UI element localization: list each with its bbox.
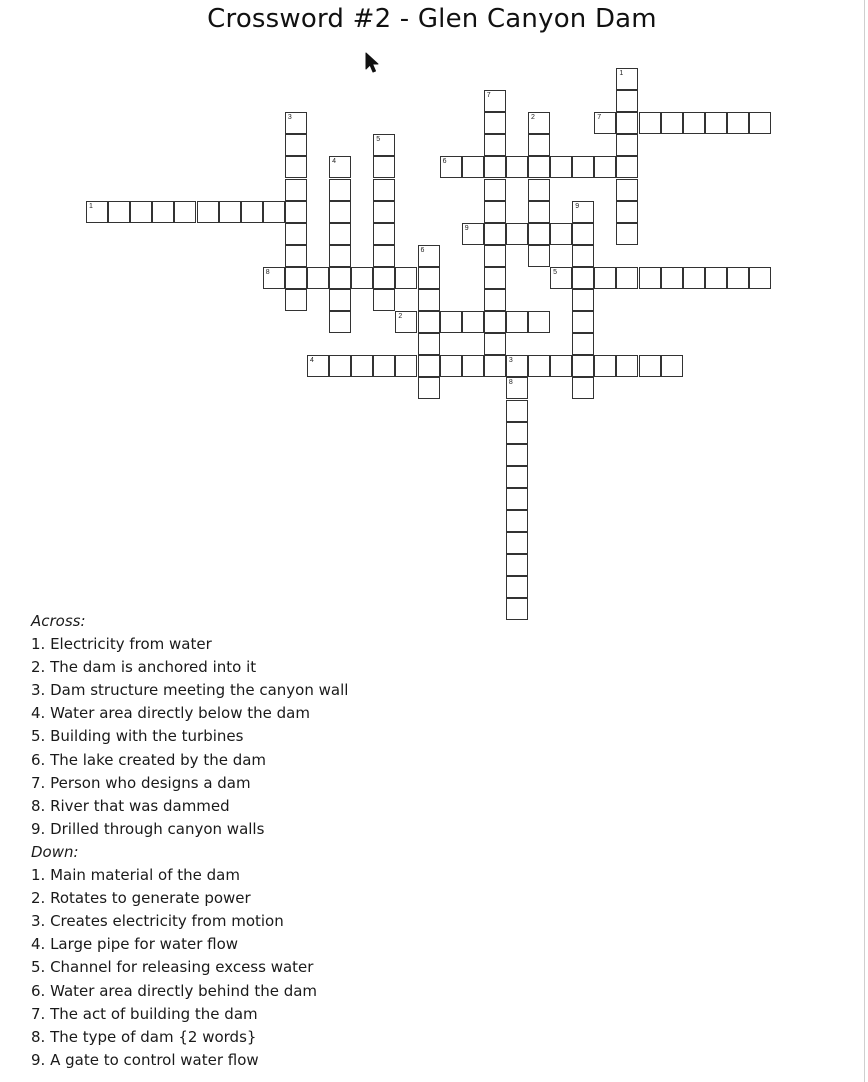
grid-cell[interactable] bbox=[528, 355, 550, 377]
grid-cell[interactable] bbox=[462, 355, 484, 377]
grid-cell[interactable] bbox=[550, 223, 572, 245]
grid-cell[interactable] bbox=[285, 289, 307, 311]
grid-cell[interactable] bbox=[550, 355, 572, 377]
grid-cell[interactable] bbox=[528, 311, 550, 333]
across-number-label: 1 bbox=[89, 202, 93, 210]
grid-cell[interactable] bbox=[418, 311, 440, 333]
grid-cell[interactable] bbox=[484, 245, 506, 267]
grid-cell[interactable] bbox=[219, 201, 241, 223]
grid-cell[interactable] bbox=[572, 333, 594, 355]
grid-cell[interactable] bbox=[639, 267, 661, 289]
grid-cell[interactable] bbox=[506, 400, 528, 422]
grid-cell[interactable] bbox=[108, 201, 130, 223]
down-heading: Down: bbox=[31, 842, 79, 861]
down-clue: 9. A gate to control water flow bbox=[31, 1050, 259, 1069]
grid-cell[interactable] bbox=[373, 179, 395, 201]
grid-cell[interactable] bbox=[616, 134, 638, 156]
grid-cell[interactable] bbox=[484, 201, 506, 223]
grid-cell[interactable] bbox=[749, 267, 771, 289]
grid-cell[interactable] bbox=[572, 355, 594, 377]
across-number-label: 7 bbox=[597, 114, 602, 122]
grid-cell[interactable] bbox=[528, 245, 550, 267]
down-clue: 4. Large pipe for water flow bbox=[31, 935, 239, 954]
grid-cell[interactable] bbox=[639, 355, 661, 377]
grid-cell[interactable] bbox=[351, 267, 373, 289]
grid-cell[interactable] bbox=[329, 311, 351, 333]
across-clue: 8. River that was dammed bbox=[31, 796, 230, 815]
grid-cell[interactable] bbox=[506, 311, 528, 333]
grid-cell[interactable] bbox=[440, 355, 462, 377]
across-number-label: 6 bbox=[442, 158, 447, 166]
down-number-label: 5 bbox=[376, 136, 381, 144]
grid-cell[interactable] bbox=[594, 355, 616, 377]
down-number-label: 1 bbox=[619, 70, 624, 77]
down-clue: 6. Water area directly behind the dam bbox=[31, 981, 318, 1000]
grid-cell[interactable] bbox=[130, 201, 152, 223]
grid-cell[interactable] bbox=[616, 112, 638, 134]
grid-cell[interactable] bbox=[329, 179, 351, 201]
grid-cell[interactable] bbox=[506, 598, 528, 620]
grid-cell[interactable] bbox=[506, 488, 528, 510]
grid-cell[interactable] bbox=[418, 377, 440, 399]
grid-cell[interactable] bbox=[661, 112, 683, 134]
grid-cell[interactable] bbox=[329, 289, 351, 311]
down-number-label: 8 bbox=[508, 379, 513, 387]
down-clue: 8. The type of dam {2 words} bbox=[31, 1027, 257, 1046]
grid-cell[interactable] bbox=[395, 355, 417, 377]
grid-cell[interactable] bbox=[506, 554, 528, 576]
grid-cell[interactable] bbox=[285, 156, 307, 178]
across-number-label: 2 bbox=[398, 313, 403, 321]
grid-cell[interactable] bbox=[683, 112, 705, 134]
grid-cell[interactable] bbox=[174, 201, 196, 223]
grid-cell[interactable] bbox=[506, 532, 528, 554]
grid-cell[interactable] bbox=[528, 156, 550, 178]
grid-cell[interactable] bbox=[616, 156, 638, 178]
grid-cell[interactable] bbox=[506, 444, 528, 466]
grid-cell[interactable] bbox=[727, 112, 749, 134]
grid-cell[interactable] bbox=[572, 311, 594, 333]
down-number-label: 9 bbox=[575, 202, 580, 210]
grid-cell[interactable] bbox=[373, 223, 395, 245]
grid-cell[interactable] bbox=[594, 156, 616, 178]
grid-cell[interactable] bbox=[616, 267, 638, 289]
grid-cell[interactable] bbox=[329, 355, 351, 377]
grid-cell[interactable] bbox=[506, 156, 528, 178]
grid-cell[interactable] bbox=[395, 267, 417, 289]
grid-cell[interactable] bbox=[616, 179, 638, 201]
grid-cell[interactable] bbox=[572, 267, 594, 289]
grid-cell[interactable] bbox=[285, 223, 307, 245]
grid-cell[interactable] bbox=[285, 134, 307, 156]
grid-cell[interactable] bbox=[329, 201, 351, 223]
down-number-label: 7 bbox=[486, 92, 491, 100]
grid-cell[interactable] bbox=[373, 245, 395, 267]
grid-cell[interactable] bbox=[307, 267, 329, 289]
grid-cell[interactable] bbox=[616, 223, 638, 245]
grid-cell[interactable] bbox=[616, 201, 638, 223]
grid-cell[interactable] bbox=[263, 201, 285, 223]
grid-cell[interactable] bbox=[484, 333, 506, 355]
grid-cell[interactable] bbox=[484, 355, 506, 377]
across-number-label: 3 bbox=[508, 357, 513, 365]
across-clue: 6. The lake created by the dam bbox=[31, 750, 267, 769]
grid-cell[interactable] bbox=[572, 156, 594, 178]
grid-cell[interactable] bbox=[484, 289, 506, 311]
grid-cell[interactable] bbox=[528, 201, 550, 223]
down-number-label: 4 bbox=[332, 158, 336, 166]
grid-cell[interactable] bbox=[506, 576, 528, 598]
grid-cell[interactable] bbox=[462, 156, 484, 178]
across-clue: 3. Dam structure meeting the canyon wall bbox=[31, 681, 349, 700]
across-number-label: 9 bbox=[464, 224, 469, 232]
grid-cell[interactable] bbox=[484, 134, 506, 156]
grid-cell[interactable] bbox=[373, 201, 395, 223]
grid-cell[interactable] bbox=[484, 223, 506, 245]
across-number-label: 4 bbox=[310, 357, 314, 365]
grid-cell[interactable] bbox=[197, 201, 219, 223]
grid-cell[interactable] bbox=[506, 510, 528, 532]
across-clue: 2. The dam is anchored into it bbox=[31, 658, 257, 677]
grid-cell[interactable] bbox=[639, 112, 661, 134]
grid-cell[interactable] bbox=[152, 201, 174, 223]
grid-cell[interactable] bbox=[373, 355, 395, 377]
grid-cell[interactable] bbox=[329, 267, 351, 289]
grid-cell[interactable] bbox=[594, 267, 616, 289]
grid-cell[interactable] bbox=[484, 156, 506, 178]
grid-cell[interactable] bbox=[683, 267, 705, 289]
grid-cell[interactable] bbox=[572, 377, 594, 399]
grid-cell[interactable] bbox=[705, 112, 727, 134]
across-clue: 4. Water area directly below the dam bbox=[31, 704, 310, 723]
down-number-label: 3 bbox=[287, 114, 292, 122]
grid-cell[interactable] bbox=[285, 245, 307, 267]
across-heading: Across: bbox=[31, 612, 86, 630]
down-clue: 2. Rotates to generate power bbox=[31, 889, 251, 908]
grid-cell[interactable] bbox=[528, 179, 550, 201]
down-clue: 3. Creates electricity from motion bbox=[31, 912, 284, 931]
grid-cell[interactable] bbox=[749, 112, 771, 134]
grid-cell[interactable] bbox=[661, 267, 683, 289]
grid-cell[interactable] bbox=[506, 223, 528, 245]
grid-cell[interactable] bbox=[616, 355, 638, 377]
down-clue: 5. Channel for releasing excess water bbox=[31, 958, 314, 977]
grid-cell[interactable] bbox=[285, 179, 307, 201]
grid-cell[interactable] bbox=[727, 267, 749, 289]
grid-cell[interactable] bbox=[705, 267, 727, 289]
across-clue: 7. Person who designs a dam bbox=[31, 773, 251, 792]
grid-cell[interactable] bbox=[484, 267, 506, 289]
grid-cell[interactable] bbox=[484, 179, 506, 201]
grid-cell[interactable] bbox=[418, 333, 440, 355]
grid-cell[interactable] bbox=[418, 355, 440, 377]
across-number-label: 8 bbox=[265, 268, 270, 276]
grid-cell[interactable] bbox=[373, 289, 395, 311]
grid-cell[interactable] bbox=[528, 223, 550, 245]
across-clue: 5. Building with the turbines bbox=[31, 727, 244, 746]
down-number-label: 6 bbox=[420, 246, 425, 254]
down-number-label: 2 bbox=[531, 114, 535, 122]
page-title: Crossword #2 - Glen Canyon Dam bbox=[207, 4, 657, 34]
clue-list bbox=[31, 610, 348, 1072]
page-edge bbox=[864, 0, 865, 1082]
grid-cell[interactable] bbox=[241, 201, 263, 223]
grid-cell[interactable] bbox=[440, 311, 462, 333]
grid-cell[interactable] bbox=[462, 311, 484, 333]
grid-cell[interactable] bbox=[506, 422, 528, 444]
grid-cell[interactable] bbox=[484, 311, 506, 333]
grid-cell[interactable] bbox=[285, 267, 307, 289]
across-number-label: 5 bbox=[553, 268, 557, 276]
grid-cell[interactable] bbox=[550, 156, 572, 178]
grid-cell[interactable] bbox=[484, 112, 506, 134]
grid-cell[interactable] bbox=[329, 245, 351, 267]
grid-cell[interactable] bbox=[329, 223, 351, 245]
across-clue: 1. Electricity from water bbox=[31, 635, 212, 654]
grid-cell[interactable] bbox=[528, 134, 550, 156]
grid-cell[interactable] bbox=[418, 267, 440, 289]
grid-cell[interactable] bbox=[661, 355, 683, 377]
grid-cell[interactable] bbox=[418, 289, 440, 311]
grid-cell[interactable] bbox=[285, 201, 307, 223]
grid-cell[interactable] bbox=[506, 466, 528, 488]
grid-cell[interactable] bbox=[351, 355, 373, 377]
down-clue: 1. Main material of the dam bbox=[31, 866, 240, 885]
grid-cell[interactable] bbox=[572, 289, 594, 311]
grid-cell[interactable] bbox=[572, 245, 594, 267]
grid-cell[interactable] bbox=[616, 90, 638, 112]
grid-cell[interactable] bbox=[572, 223, 594, 245]
across-clue: 9. Drilled through canyon walls bbox=[31, 819, 265, 838]
down-clue: 7. The act of building the dam bbox=[31, 1004, 258, 1023]
grid-cell[interactable] bbox=[373, 156, 395, 178]
grid-cell[interactable] bbox=[373, 267, 395, 289]
